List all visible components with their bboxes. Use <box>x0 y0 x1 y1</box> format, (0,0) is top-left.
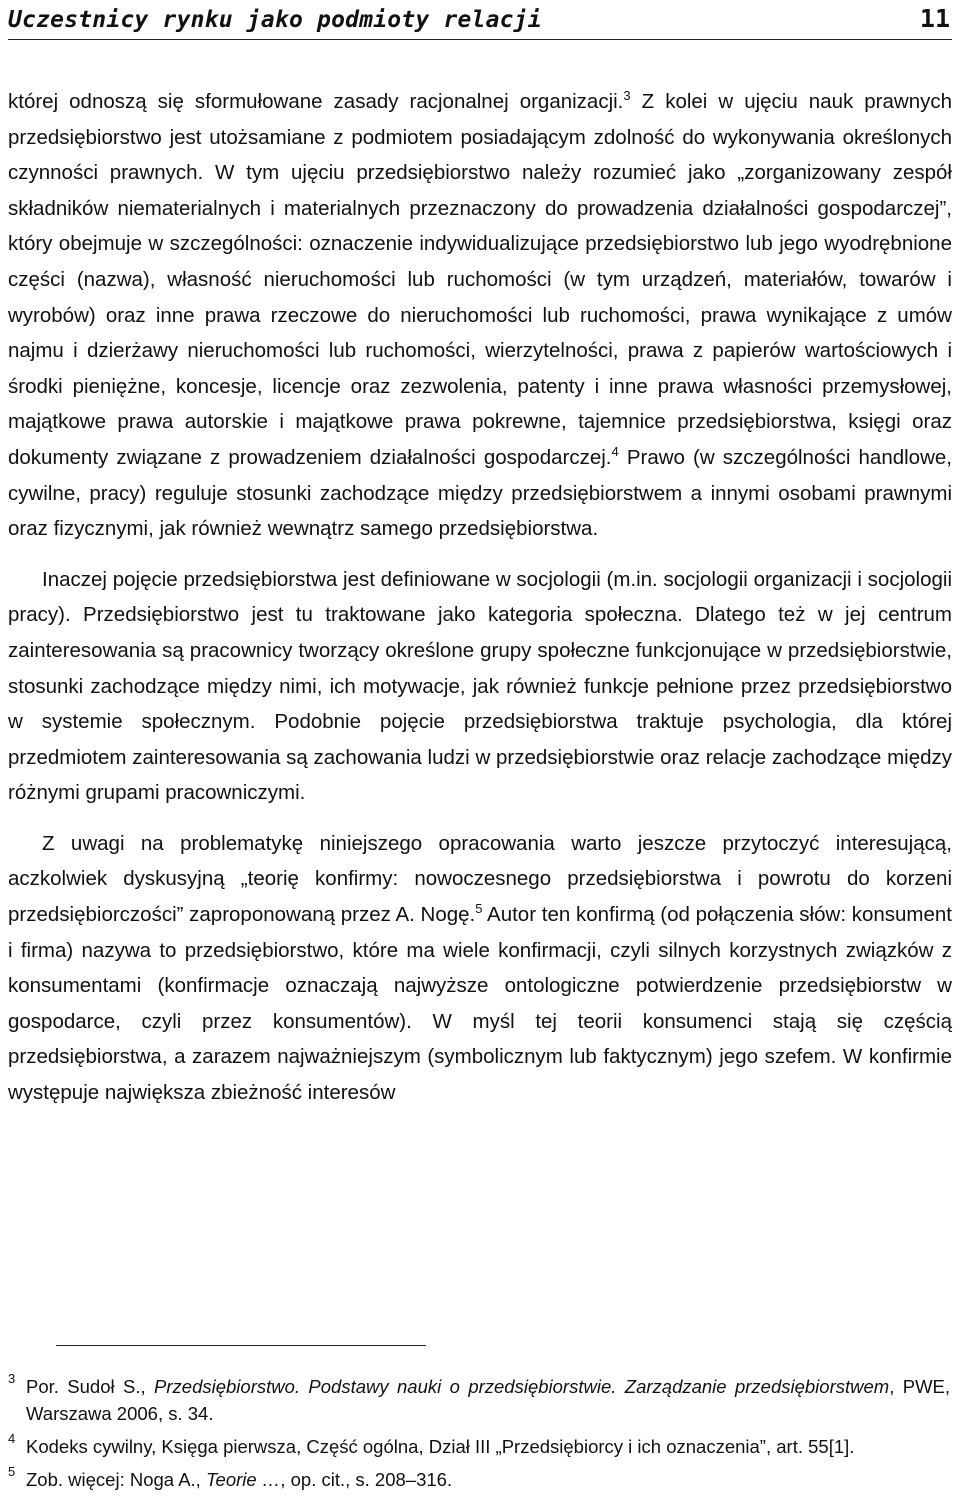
footnote-separator <box>56 1345 426 1346</box>
running-title: Uczestnicy rynku jako podmioty relacji <box>8 7 542 33</box>
paragraph-2: Inaczej pojęcie przedsiębiorstwa jest definiowane w socjologii (m.in. socjologii organizacji i socjologii pracy). Przedsiębiorstwo jest tu traktowane jako kategoria społeczna. Dlatego też w jej centrum zainteresowania są pracownicy tworzący określone grupy społeczne funkcjonujące w przedsiębiorstwie, stosunki zachodzące między nimi, ich motywacje, jak również funkcje pełnione przez przedsiębiorstwo w systemie społecznym. Podobnie pojęcie przedsiębiorstwa traktuje psychologia, dla której przedmiotem zainteresowania są zachowania ludzi w przedsiębiorstwie oraz relacje zachodzące między różnymi grupami pracowniczymi. <box>8 567 952 805</box>
body-text <box>8 84 952 1111</box>
footnote-3: 3 Por. Sudoł S., Przedsiębiorstwo. Podstawy nauki o przedsiębiorstwie. Zarządzanie przedsiębiorstwem, PWE, Warszawa 2006, s. 34. <box>8 1373 950 1427</box>
footnote-4: 4 Kodeks cywilny, Księga pierwsza, Część ogólna, Dział III „Przedsiębiorcy i ich oznaczenia”, art. 55[1]. <box>8 1433 950 1460</box>
paragraph-1: której odnoszą się sformułowane zasady racjonalnej organizacji.$^3$ Z kolei w ujęciu nauk prawnych przedsiębiorstwo jest utożsamiane z podmiotem posiadającym zdolność do wykonywania określonych czynności prawnych. W tym ujęciu przedsiębiorstwo należy rozumieć jako „zorganizowany zespół składników niematerialnych i materialnych przeznaczony do prowadzenia działalności gospodarczej”, który obejmuje w szczególności: oznaczenie indywidualizujące przedsiębiorstwo lub jego wyodrębnione części (nazwa), własność nieruchomości lub ruchomości (w tym urządzeń, materiałów, towarów i wyrobów) oraz inne prawa rzeczowe do nieruchomości lub ruchomości, prawa wynikające z umów najmu i dzierżawy nieruchomości lub ruchomości, wierzytelności, prawa z papierów wartościowych i środki pieniężne, koncesje, licencje oraz zezwolenia, patenty i inne prawa własności przemysłowej, majątkowe prawa autorskie i majątkowe prawa pokrewne, tajemnice przedsiębiorstwa, księgi oraz dokumenty związane z prowadzeniem działalności gospodarczej.$^4$ Prawo (w szczególności handlowe, cywilne, pracy) reguluje stosunki zachodzące między przedsiębiorstwem a innymi osobami prawnymi oraz fizycznymi, jak również wewnątrz samego przedsiębiorstwa. <box>8 88 952 541</box>
page-number: 11 <box>919 4 950 33</box>
footnote-ref-5[interactable]: 5 <box>475 901 483 917</box>
footnote-number: 3 <box>8 1371 16 1386</box>
footnote-number: 4 <box>8 1431 16 1446</box>
footnotes <box>8 1365 950 1493</box>
footnote-5: 5 Zob. więcej: Noga A., Teorie …, op. cit., s. 208–316. <box>8 1466 950 1493</box>
cited-title: Teorie … <box>205 1469 281 1490</box>
footnote-number: 5 <box>8 1464 16 1479</box>
footnote-ref-3[interactable]: 3 <box>623 88 631 104</box>
paragraph-3: Z uwagi na problematykę niniejszego opracowania warto jeszcze przytoczyć interesującą, aczkolwiek dyskusyjną „teorię konfirmy: nowoczesnego przedsiębiorstwa i powrotu do korzeni przedsiębiorczości” zaproponowaną przez A. Nogę.$^5$ Autor ten konfirmą (od połączenia słów: konsument i firma) nazywa to przedsiębiorstwo, które ma wiele konfirmacji, czyli silnych korzystnych związków z konsumentami (konfirmacje oznaczają najwyższe ontologiczne potwierdzenie przedsiębiorstw w gospodarce, czyli przez konsumentów). W myśl tej teorii konsumenci stają się częścią przedsiębiorstwa, a zarazem najważniejszym (symbolicznym lub faktycznym) jego szefem. W konfirmie występuje największa zbieżność interesów <box>8 831 952 1105</box>
footnote-ref-4[interactable]: 4 <box>611 444 619 460</box>
cited-title: Przedsiębiorstwo. Podstawy nauki o przedsiębiorstwie. Zarządzanie przedsiębiorstwem <box>154 1376 890 1397</box>
page-header <box>8 0 952 40</box>
